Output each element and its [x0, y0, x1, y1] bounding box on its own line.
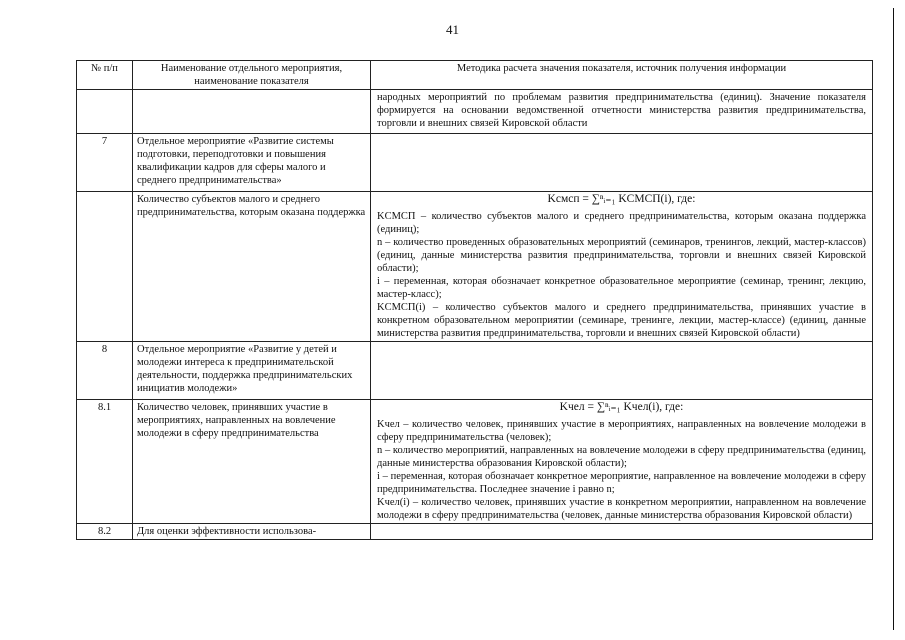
row-method — [371, 524, 873, 540]
row-number — [77, 90, 133, 134]
row-method — [371, 192, 873, 342]
row-number: 8.2 — [77, 524, 133, 540]
formula-definition: n – количество мероприятий, направленных на вовлечение молодежи в сферу предпринимательства (единиц, данные министерства образования Кировской области); — [377, 445, 866, 469]
table-row — [77, 524, 873, 540]
row-name: Отдельное мероприятие «Развитие системы подготовки, переподготовки и повышения квалификации кадров для сферы малого и среднего предпринимательства» — [133, 134, 371, 192]
indicator-table — [76, 60, 873, 540]
table-row — [77, 192, 873, 342]
formula-definition: KСМСП – количество субъектов малого и среднего предпринимательства, которым оказана поддержка (единиц); — [377, 211, 866, 235]
row-name: Количество человек, принявших участие в мероприятиях, направленных на вовлечение молодежи в сферу предпринимательства — [133, 400, 371, 524]
formula-definition: i – переменная, которая обозначает конкретное образовательное мероприятие (семинар, тренинг, лекцию, мастер-класс); — [377, 276, 866, 300]
formula-definition: Kчел – количество человек, принявших участие в мероприятиях, направленных на вовлечение молодежи в сферу предпринимательства (человек); — [377, 419, 866, 443]
formula: Kсмсп = ∑ⁿᵢ₌₁ KСМСП(i), где: — [547, 193, 696, 205]
formula-definition: i – переменная, которая обозначает конкретное мероприятие, направленное на вовлечение молодежи в сферу предпринимательства. Последнее значение i равно n; — [377, 471, 866, 495]
row-name: Количество субъектов малого и среднего предпринимательства, которым оказана поддержка — [133, 192, 371, 342]
formula-definition: n – количество проведенных образовательных мероприятий (семинаров, тренингов, лекций, мастер-классов) (единиц, данные министерства развития предпринимательства, торговли и внешних связей Кировской области); — [377, 237, 866, 274]
header-col-number: № п/п — [77, 61, 133, 90]
table-row — [77, 90, 873, 134]
header-col-name: Наименование отдельного мероприятия, наименование показателя — [133, 61, 371, 90]
formula-definition: KСМСП(i) – количество субъектов малого и среднего предпринимательства, принявших участие в конкретном образовательном мероприятии (семинаре, тренинге, лекции, мастер-классе) (единиц, данные министерства развития предпринимательства, торговли и внешних связей Кировской области) — [377, 302, 866, 339]
row-number: 8.1 — [77, 400, 133, 524]
table-row — [77, 342, 873, 400]
page-edge-line — [893, 8, 894, 630]
header-col-method: Методика расчета значения показателя, источник получения информации — [371, 61, 873, 90]
table-header-row — [77, 61, 873, 90]
row-method: народных мероприятий по проблемам развития предпринимательства (единиц). Значение показателя формируется на основании ведомственной отчетности министерства развития предпринимательства, торговли и внешних связей Кировской области — [371, 90, 873, 134]
row-number: 7 — [77, 134, 133, 192]
row-method — [371, 342, 873, 400]
row-name — [133, 90, 371, 134]
row-method — [371, 134, 873, 192]
row-name: Отдельное мероприятие «Развитие у детей и молодежи интереса к предпринимательской деятельности, поддержка предпринимательских инициатив молодежи» — [133, 342, 371, 400]
row-number: 8 — [77, 342, 133, 400]
page-number: 41 — [446, 22, 459, 37]
formula: Kчел = ∑ⁿᵢ₌₁ Kчел(i), где: — [559, 401, 684, 413]
row-number — [77, 192, 133, 342]
row-name: Для оценки эффективности использова- — [133, 524, 371, 540]
row-method — [371, 400, 873, 524]
table-row — [77, 134, 873, 192]
table-row — [77, 400, 873, 524]
formula-definition: Kчел(i) – количество человек, принявших участие в конкретном мероприятии, направленном на вовлечение молодежи в сферу предпринимательства (человек, данные министерства образования Кировской области) — [377, 497, 866, 521]
